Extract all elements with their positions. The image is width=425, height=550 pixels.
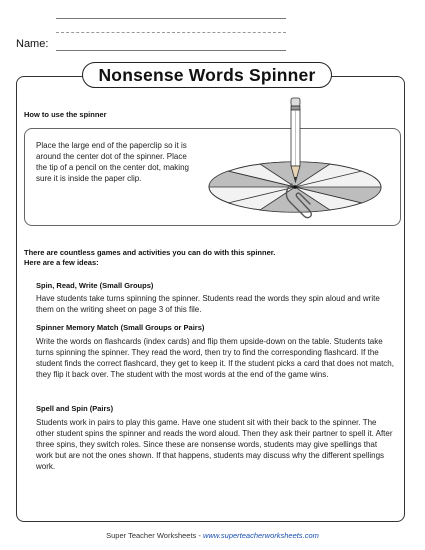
section-title-memory-match: Spinner Memory Match (Small Groups or Pairs) [36, 323, 205, 332]
footer-url-link[interactable]: www.superteacherworksheets.com [202, 531, 319, 540]
intro-line-2: Here are a few ideas: [24, 258, 99, 267]
top-rule [56, 18, 286, 19]
page-title: Nonsense Words Spinner [98, 64, 316, 85]
footer [0, 531, 425, 540]
activities-intro [24, 248, 394, 268]
name-area [16, 12, 316, 52]
name-label: Name: [16, 38, 49, 50]
pencil-icon [291, 98, 300, 182]
section-title-spin-read-write: Spin, Read, Write (Small Groups) [36, 281, 154, 290]
instructions-text: Place the large end of the paperclip so it is around the center dot of the spinner. Place the tip of a pencil on the center dot, making sure it is inside the paper clip. [36, 141, 189, 183]
name-write-line[interactable] [56, 50, 286, 51]
footer-separator: - [196, 531, 203, 540]
section-body-spell-and-spin: Students work in pairs to play this game. Have one student sit with their back to the spinner. The other student spins the spinner and reads the word aloud. Then they ask their partner to spell it. After three spins, they switch roles. Since these are nonsense words, students may give spellings that work but are not the ones shown. If that happens, students may discuss why the different spellings work. [36, 418, 393, 471]
section-body-spin-read-write: Have students take turns spinning the spinner. Students read the words they spin aloud and write them on the writing sheet on page 3 of this file. [36, 294, 380, 314]
how-to-heading: How to use the spinner [24, 110, 107, 119]
intro-line-1: There are countless games and activities you can do with this spinner. [24, 248, 276, 257]
footer-brand: Super Teacher Worksheets [106, 531, 197, 540]
dashed-rule [56, 32, 286, 33]
section-title-spell-and-spin: Spell and Spin (Pairs) [36, 404, 114, 413]
section-body-memory-match: Write the words on flashcards (index cards) and flip them upside-down on the table. Students take turns spinning the spinner. They read the word, then try to find the corresponding flashcard. If the student finds the correct flashcard, they get to keep it. If the student picks a card that does not match, they flip it back over. The student with the most words at the end of the game wins. [36, 337, 394, 379]
spinner-illustration [200, 94, 390, 224]
title-banner [82, 62, 332, 88]
